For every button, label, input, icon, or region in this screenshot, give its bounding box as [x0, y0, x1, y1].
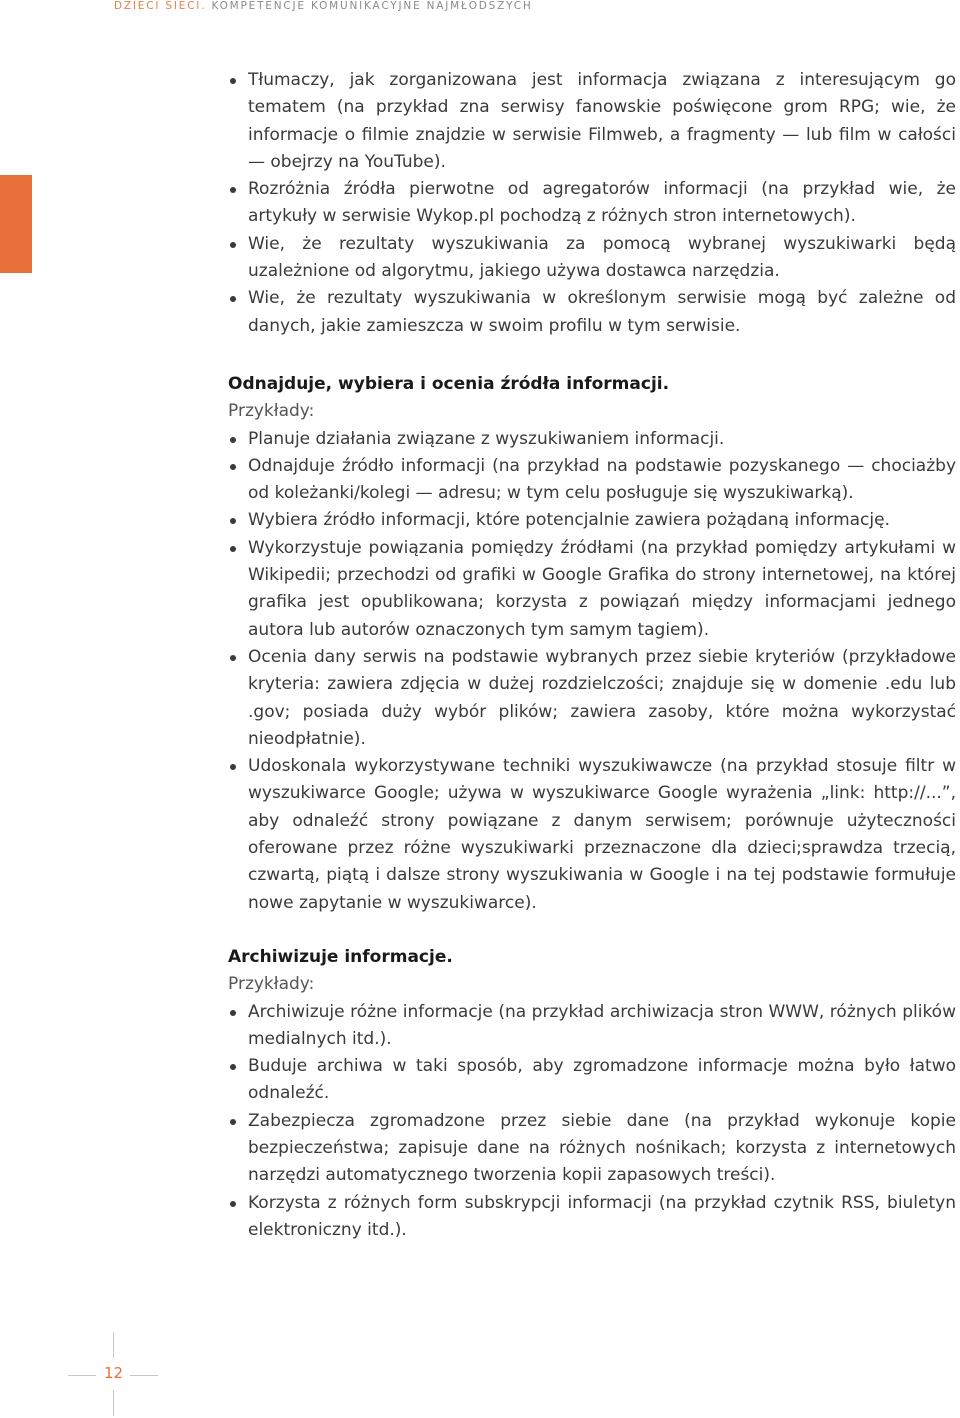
section-heading: Odnajduje, wybiera i ocenia źródła informacji. [228, 373, 670, 394]
list-item: Tłumaczy, jak zorganizowana jest informacja związana z interesującym go tematem (na przykład zna serwisy fanowskie poświęcone grom RPG; wie, że informacje o filmie znajdzie w serwisie Filmweb, a fragmenty — lub film w całości — obejrzy na YouTube). [228, 67, 956, 176]
list-item: Udoskonala wykorzystywane techniki wyszukiwawcze (na przykład stosuje filtr w wyszukiwarce Google; używa w wyszukiwarce Google wyrażenia „link: http://...”, aby odnaleźć strony powiązane z danym serwisem; porównuje użyteczności oferowane przez różne wyszukiwarki przeznaczone dla dzieci;sprawdza trzecią, czwartą, piątą i dalsze strony wyszukiwania w Google i na tej podstawie formułuje nowe zapytanie w wyszukiwarce). [228, 753, 956, 917]
list-item: Ocenia dany serwis na podstawie wybranych przez siebie kryteriów (przykładowe kryteria: zawiera zdjęcia w dużej rozdzielczości; znajduje się w domenie .edu lub .gov; posiada duży wybór plików; zawiera zasoby, które można wykorzystać nieodpłatnie). [228, 644, 956, 753]
footer-rule-right [130, 1375, 158, 1376]
examples-label: Przykłady: [228, 401, 315, 422]
list-item: Wybiera źródło informacji, które potencjalnie zawiera pożądaną informację. [228, 507, 956, 534]
list-item: Wykorzystuje powiązania pomiędzy źródłami (na przykład pomiędzy artykułami w Wikipedii; przechodzi od grafiki w Google Grafika do strony internetowej, na której grafika jest opublikowana; korzysta z powiązań między informacjami jednego autora lub autorów oznaczonych tym samym tagiem). [228, 535, 956, 644]
list-item: Buduje archiwa w taki sposób, aby zgromadzone informacje można było łatwo odnaleźć. [228, 1053, 956, 1108]
section-side-tab [0, 175, 32, 273]
list-item: Planuje działania związane z wyszukiwaniem informacji. [228, 426, 956, 453]
examples-label: Przykłady: [228, 974, 315, 995]
list-item: Wie, że rezultaty wyszukiwania w określonym serwisie mogą być zależne od danych, jakie zamieszcza w swoim profilu w tym serwisie. [228, 285, 956, 340]
header-subtitle: KOMPETENCJE KOMUNIKACYJNE NAJMŁODSZYCH [211, 0, 533, 12]
list-item: Archiwizuje różne informacje (na przykład archiwizacja stron WWW, różnych plików medialnych itd.). [228, 999, 956, 1054]
section-heading: Archiwizuje informacje. [228, 946, 453, 967]
bullet-list-section1 [228, 67, 956, 340]
list-item: Wie, że rezultaty wyszukiwania za pomocą wybranej wyszukiwarki będą uzależnione od algorytmu, jakiego używa dostawca narzędzia. [228, 231, 956, 286]
list-item: Korzysta z różnych form subskrypcji informacji (na przykład czytnik RSS, biuletyn elektroniczny itd.). [228, 1190, 956, 1245]
list-item: Rozróżnia źródła pierwotne od agregatorów informacji (na przykład wie, że artykuły w serwisie Wykop.pl pochodzą z różnych stron internetowych). [228, 176, 956, 231]
bullet-list-section3 [228, 999, 956, 1245]
running-header [114, 0, 533, 12]
bullet-list-section2 [228, 426, 956, 917]
list-item: Zabezpiecza zgromadzone przez siebie dane (na przykład wykonuje kopie bezpieczeństwa; zapisuje dane na różnych nośnikach; korzysta z internetowych narzędzi automatycznego tworzenia kopii zapasowych treści). [228, 1108, 956, 1190]
footer-rule-bottom [113, 1390, 114, 1416]
list-item: Odnajduje źródło informacji (na przykład na podstawie pozyskanego — chociażby od koleżanki/kolegi — adresu; w tym celu posługuje się wyszukiwarką). [228, 453, 956, 508]
footer-rule-left [68, 1375, 96, 1376]
footer-rule-top [113, 1332, 114, 1358]
header-brand: DZIECI SIECI [114, 0, 202, 12]
header-separator: . [201, 0, 207, 12]
page-content [228, 67, 956, 1244]
page-number: 12 [104, 1364, 124, 1382]
